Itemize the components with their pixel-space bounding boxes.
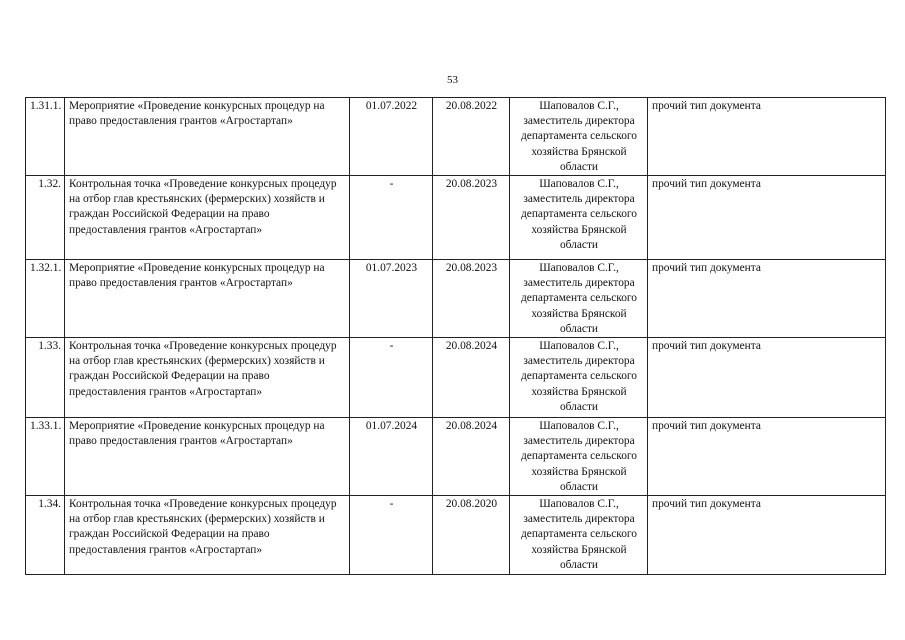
document-type-cell: прочий тип документа xyxy=(648,260,886,338)
responsible-cell: Шаповалов С.Г., заместитель директора департамента сельского хозяйства Брянской области xyxy=(510,98,648,176)
table-row xyxy=(26,418,886,496)
document-type-cell: прочий тип документа xyxy=(648,338,886,418)
table-row xyxy=(26,338,886,418)
table-row xyxy=(26,496,886,575)
start-date-cell: 01.07.2023 xyxy=(350,260,433,338)
end-date-cell: 20.08.2023 xyxy=(433,176,510,260)
row-number-cell: 1.33. xyxy=(26,338,65,418)
item-name-cell: Контрольная точка «Проведение конкурсных процедур на отбор глав крестьянских (фермерских) хозяйств и граждан Российской Федерации на право предоставления грантов «Агростартап» xyxy=(65,496,350,575)
responsible-cell: Шаповалов С.Г., заместитель директора департамента сельского хозяйства Брянской области xyxy=(510,338,648,418)
responsible-cell: Шаповалов С.Г., заместитель директора департамента сельского хозяйства Брянской области xyxy=(510,176,648,260)
item-name-cell: Мероприятие «Проведение конкурсных процедур на право предоставления грантов «Агростартап» xyxy=(65,260,350,338)
start-date-cell: 01.07.2022 xyxy=(350,98,433,176)
item-name-cell: Мероприятие «Проведение конкурсных процедур на право предоставления грантов «Агростартап» xyxy=(65,98,350,176)
start-date-cell: - xyxy=(350,176,433,260)
table-row xyxy=(26,176,886,260)
start-date-cell: - xyxy=(350,338,433,418)
row-number-cell: 1.31.1. xyxy=(26,98,65,176)
responsible-cell: Шаповалов С.Г., заместитель директора департамента сельского хозяйства Брянской области xyxy=(510,260,648,338)
end-date-cell: 20.08.2020 xyxy=(433,496,510,575)
table-row xyxy=(26,260,886,338)
item-name-cell: Контрольная точка «Проведение конкурсных процедур на отбор глав крестьянских (фермерских) хозяйств и граждан Российской Федерации на право предоставления грантов «Агростартап» xyxy=(65,176,350,260)
row-number-cell: 1.32. xyxy=(26,176,65,260)
start-date-cell: 01.07.2024 xyxy=(350,418,433,496)
responsible-cell: Шаповалов С.Г., заместитель директора департамента сельского хозяйства Брянской области xyxy=(510,496,648,575)
end-date-cell: 20.08.2023 xyxy=(433,260,510,338)
end-date-cell: 20.08.2022 xyxy=(433,98,510,176)
end-date-cell: 20.08.2024 xyxy=(433,338,510,418)
start-date-cell: - xyxy=(350,496,433,575)
document-type-cell: прочий тип документа xyxy=(648,98,886,176)
table-row xyxy=(26,98,886,176)
row-number-cell: 1.34. xyxy=(26,496,65,575)
row-number-cell: 1.33.1. xyxy=(26,418,65,496)
responsible-cell: Шаповалов С.Г., заместитель директора департамента сельского хозяйства Брянской области xyxy=(510,418,648,496)
end-date-cell: 20.08.2024 xyxy=(433,418,510,496)
plan-table xyxy=(25,97,886,575)
item-name-cell: Контрольная точка «Проведение конкурсных процедур на отбор глав крестьянских (фермерских) хозяйств и граждан Российской Федерации на право предоставления грантов «Агростартап» xyxy=(65,338,350,418)
document-type-cell: прочий тип документа xyxy=(648,176,886,260)
item-name-cell: Мероприятие «Проведение конкурсных процедур на право предоставления грантов «Агростартап» xyxy=(65,418,350,496)
page-number: 53 xyxy=(447,74,458,86)
document-type-cell: прочий тип документа xyxy=(648,496,886,575)
document-type-cell: прочий тип документа xyxy=(648,418,886,496)
row-number-cell: 1.32.1. xyxy=(26,260,65,338)
